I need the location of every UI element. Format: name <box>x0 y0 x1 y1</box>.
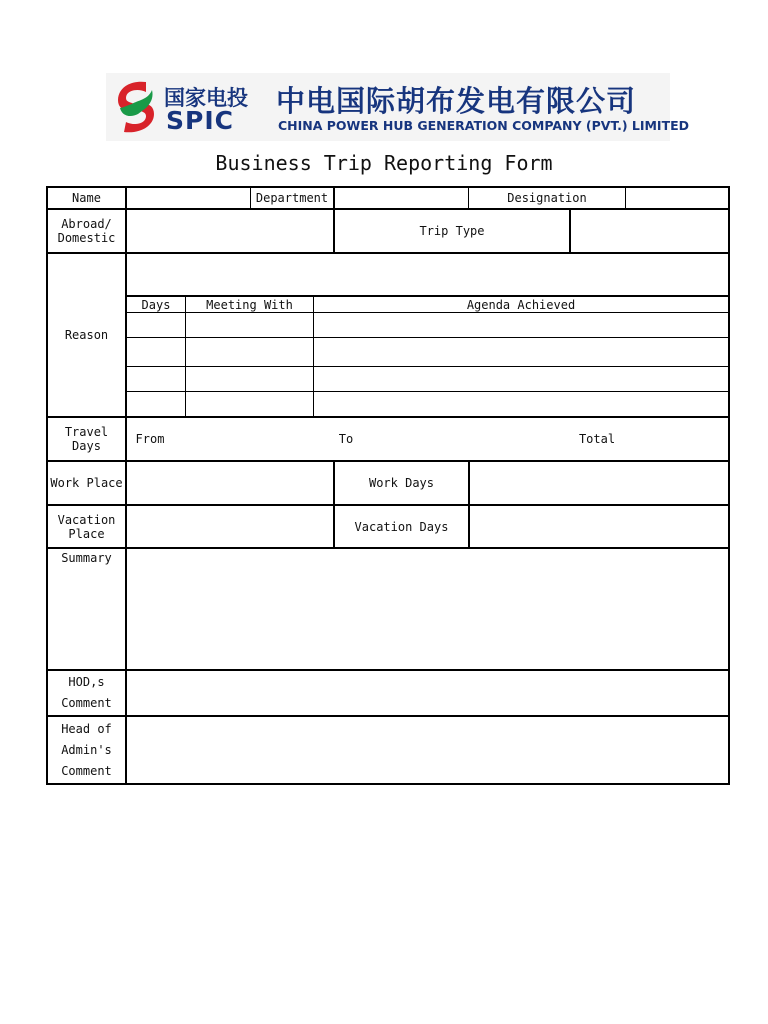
reason-table-cell[interactable] <box>186 392 313 416</box>
vacation-place-label: Vacation Place <box>57 512 116 541</box>
vacation-days-label: Vacation Days <box>354 519 449 534</box>
abroad-domestic-label: Abroad/ Domestic <box>57 217 116 245</box>
from-label: From <box>135 432 165 446</box>
reason-table-cell[interactable] <box>186 313 313 337</box>
head-admin-comment-field[interactable] <box>127 717 728 783</box>
reason-table-cell[interactable] <box>186 367 313 391</box>
summary-field[interactable] <box>127 549 728 669</box>
vacation-days-field[interactable] <box>470 506 728 547</box>
reason-table-cell[interactable] <box>314 392 728 416</box>
designation-field[interactable] <box>626 188 728 208</box>
abroad-domestic-field[interactable] <box>127 210 333 252</box>
meeting-with-column-header: Meeting With <box>206 297 293 312</box>
brand-english-name: SPIC <box>166 106 234 135</box>
total-label: Total <box>578 432 616 446</box>
reason-table-cell[interactable] <box>127 338 185 366</box>
vacation-place-field[interactable] <box>127 506 333 547</box>
hod-comment-label: HOD,s Comment <box>61 675 112 710</box>
work-place-label: Work Place <box>50 476 123 490</box>
work-days-field[interactable] <box>470 462 728 504</box>
total-field[interactable] <box>626 418 726 460</box>
travel-days-label: Travel Days <box>64 425 109 453</box>
work-place-field[interactable] <box>127 462 333 504</box>
brand-chinese-name: 国家电投 <box>164 86 248 110</box>
to-label: To <box>338 432 354 446</box>
work-days-label: Work Days <box>368 476 435 490</box>
spic-logo-icon <box>112 78 160 136</box>
head-admin-comment-label: Head of Admin's Comment <box>61 721 112 778</box>
reason-table-cell[interactable] <box>186 338 313 366</box>
reason-table-cell[interactable] <box>314 338 728 366</box>
reason-table-cell[interactable] <box>127 392 185 416</box>
designation-label: Designation <box>507 191 587 205</box>
department-field[interactable] <box>335 188 468 208</box>
agenda-achieved-column-header: Agenda Achieved <box>466 297 576 312</box>
trip-type-field[interactable] <box>571 210 728 252</box>
reason-table-cell[interactable] <box>314 367 728 391</box>
reason-label: Reason <box>64 328 109 342</box>
company-english-name: CHINA POWER HUB GENERATION COMPANY (PVT.) LIMITED <box>278 118 690 133</box>
days-column-header: Days <box>141 297 171 312</box>
company-chinese-name: 中电国际胡布发电有限公司 <box>276 84 637 118</box>
reason-table-cell[interactable] <box>127 367 185 391</box>
hod-comment-field[interactable] <box>127 671 728 715</box>
to-field[interactable] <box>364 418 564 460</box>
company-header-banner <box>106 73 690 141</box>
trip-type-label: Trip Type <box>419 224 485 238</box>
form-title: Business Trip Reporting Form <box>215 151 553 175</box>
from-field[interactable] <box>175 418 325 460</box>
summary-label: Summary <box>61 551 112 565</box>
reason-table-cell[interactable] <box>314 313 728 337</box>
department-label: Department <box>255 191 329 205</box>
reason-field[interactable] <box>127 254 728 295</box>
name-field[interactable] <box>127 188 250 208</box>
reason-table-cell[interactable] <box>127 313 185 337</box>
name-label: Name <box>72 191 101 205</box>
